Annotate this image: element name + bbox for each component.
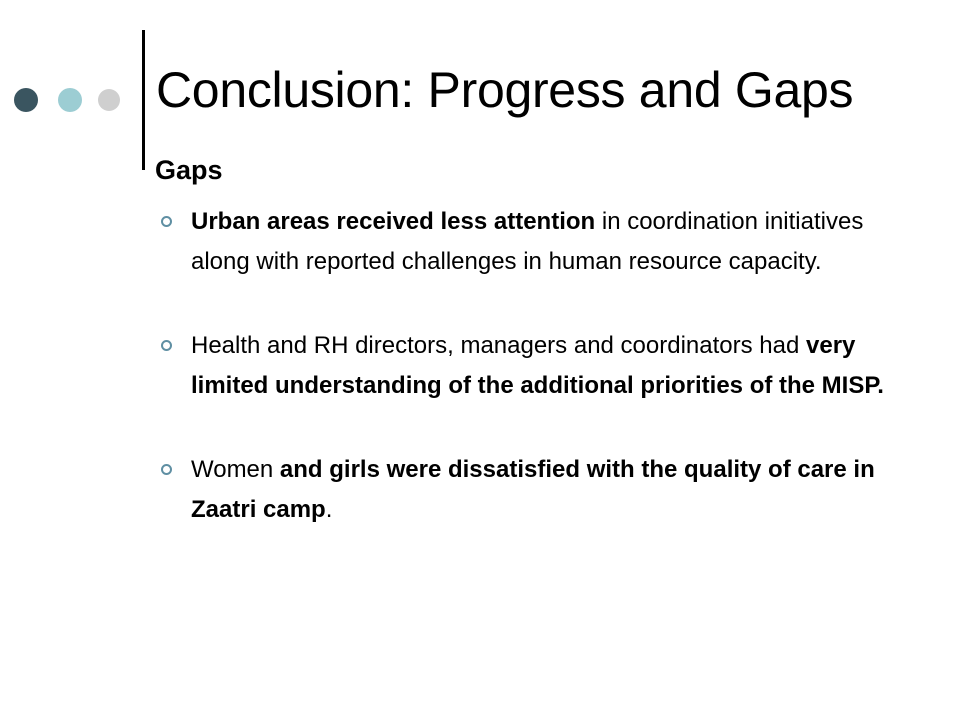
bullet-bold-text: and girls were dissatisfied with the quality of care in Zaatri camp	[191, 456, 875, 523]
bullet-tail-text: .	[325, 496, 333, 523]
bullet-text: Health and RH directors, managers and coordinators had	[191, 332, 806, 359]
bullet-list	[160, 202, 920, 530]
bullet-ring-icon	[161, 464, 172, 475]
bullet-ring-icon	[161, 216, 172, 227]
dot-teal	[58, 88, 82, 112]
bullet-bold-lead: Urban areas received less attention	[191, 208, 596, 235]
dot-dark	[14, 88, 38, 112]
bullet-text: in coordination initiatives along with reported challenges in human resource capacity.	[191, 208, 864, 275]
bullet-item	[160, 202, 920, 282]
decorative-dots	[14, 86, 134, 114]
bullet-ring-icon	[161, 340, 172, 351]
dot-gray	[98, 89, 120, 111]
bullet-item	[160, 326, 920, 406]
bullet-bold-text: very limited understanding of the additional priorities of the MISP.	[191, 332, 884, 399]
bullet-text: Women	[191, 456, 280, 483]
title-divider-line	[142, 30, 145, 170]
slide-title: Conclusion: Progress and Gaps	[156, 62, 854, 118]
bullet-item	[160, 450, 920, 530]
section-subheading: Gaps	[155, 155, 223, 185]
